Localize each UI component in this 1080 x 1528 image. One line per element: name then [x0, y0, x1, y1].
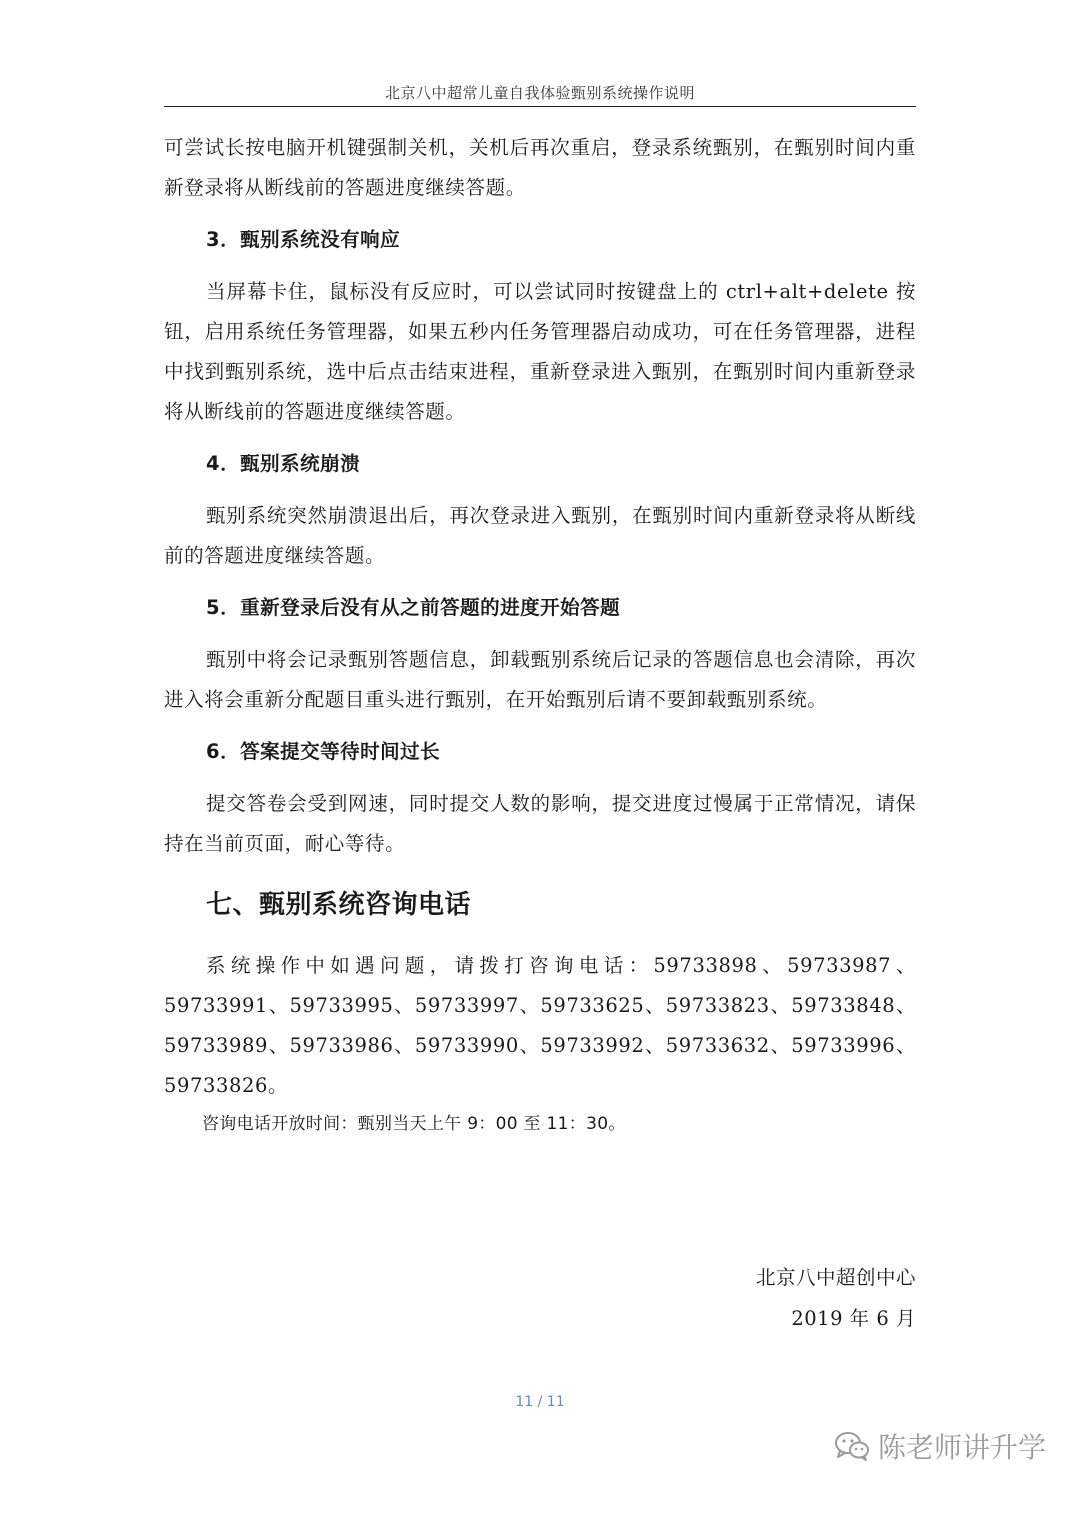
signature-date: 2019 年 6 月	[791, 1307, 916, 1330]
paragraph-submit-wait: 提交答卷会受到网速，同时提交人数的影响，提交进度过慢属于正常情况，请保持在当前页面，耐心等待。	[164, 792, 916, 855]
heading-crash: 4．甄别系统崩溃	[206, 452, 361, 475]
document-body	[164, 128, 916, 1142]
heading-submit-wait: 6．答案提交等待时间过长	[206, 740, 441, 763]
heading-relogin-progress: 5．重新登录后没有从之前答题的进度开始答题	[206, 596, 621, 619]
phone-hours-note: 咨询电话开放时间：甄别当天上午 9：00 至 11：30。	[202, 1114, 626, 1134]
heading-consultation-phone: 七、甄别系统咨询电话	[206, 890, 472, 920]
paragraph-crash: 甄别系统突然崩溃退出后，再次登录进入甄别，在甄别时间内重新登录将从断线前的答题进度继续答题。	[164, 504, 916, 567]
signature-organization: 北京八中超创中心	[755, 1266, 916, 1289]
paragraph-phone-numbers: 系统操作中如遇问题，请拨打咨询电话：59733898、59733987、59733991、59733995、59733997、59733625、59733823、59733848、59733989、59733986、59733990、59733992、59733632、59733996、59733826。	[164, 954, 916, 1097]
paragraph-continue: 可尝试长按电脑开机键强制关机，关机后再次重启，登录系统甄别，在甄别时间内重新登录将从断线前的答题进度继续答题。	[164, 136, 916, 199]
watermark-text: 陈老师讲升学	[877, 1431, 1046, 1464]
page-number: 11 / 11	[515, 1394, 565, 1410]
paragraph-relogin-progress: 甄别中将会记录甄别答题信息，卸载甄别系统后记录的答题信息也会清除，再次进入将会重新分配题目重头进行甄别，在开始甄别后请不要卸载甄别系统。	[164, 648, 916, 711]
paragraph-no-response: 当屏幕卡住，鼠标没有反应时，可以尝试同时按键盘上的 ctrl+alt+delete 按钮，启用系统任务管理器，如果五秒内任务管理器启动成功，可在任务管理器，进程中找到甄别系统，选中后点击结束进程，重新登录进入甄别，在甄别时间内重新登录将从断线前的答题进度继续答题。	[164, 280, 916, 423]
heading-no-response: 3．甄别系统没有响应	[206, 228, 401, 251]
watermark	[834, 1426, 1046, 1466]
wechat-icon	[834, 1430, 870, 1462]
header-divider	[164, 106, 916, 107]
page-header-title: 北京八中超常儿童自我体验甄别系统操作说明	[384, 84, 695, 102]
